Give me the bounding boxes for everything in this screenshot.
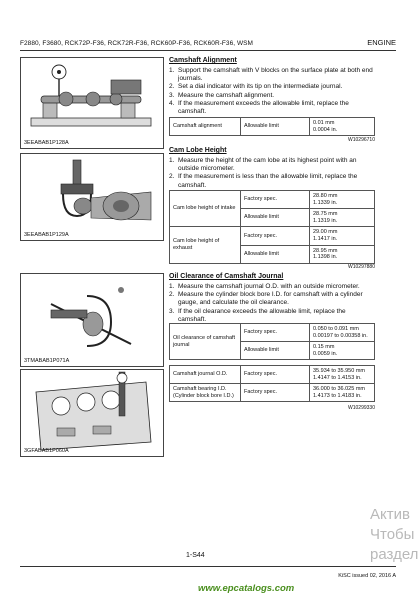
spec-label: Allowable limit <box>241 118 310 136</box>
reference-code: W10296710 <box>348 137 375 143</box>
step-item: 1. Support the camshaft with V blocks on the surface plate at both end journals. <box>169 67 373 83</box>
step-item: 3. If the oil clearance exceeds the allowable limit, replace the camshaft. <box>169 307 346 323</box>
reference-code: W10297880 <box>348 264 375 270</box>
camshaft-alignment-table <box>169 117 375 136</box>
step-item: 4. If the measurement exceeds the allowable limit, replace the camshaft. <box>169 99 349 116</box>
spec-label: Allowable limit <box>241 245 310 263</box>
figure-cam-lobe <box>20 153 164 241</box>
camshaft-alignment-section <box>169 56 375 116</box>
spec-item: Camshaft bearing I.D. (Cylinder block bore I.D.) <box>170 384 241 402</box>
spec-label: Factory spec. <box>241 366 310 384</box>
cylinder-block-gauge-illustration <box>21 370 163 456</box>
step-item: 2. If the measurement is less than the allowable limit, replace the camshaft. <box>169 173 358 189</box>
spec-value: 35.934 to 35.950 mm 1.4147 to 1.4153 in. <box>310 366 375 384</box>
journal-bearing-table <box>169 365 375 402</box>
spec-label: Factory spec. <box>241 324 310 342</box>
site-link[interactable]: www.epcatalogs.com <box>198 583 295 594</box>
spec-item: Camshaft journal O.D. <box>170 366 241 384</box>
step-item: 2. Set a dial indicator with its tip on the intermediate journal. <box>169 83 343 91</box>
section-heading: Cam Lobe Height <box>169 147 227 154</box>
figure-journal <box>20 273 164 367</box>
spec-label: Factory spec. <box>241 191 310 209</box>
cam-lobe-micrometer-illustration <box>21 154 163 240</box>
figure-camshaft-alignment <box>20 57 164 149</box>
oil-clearance-table <box>169 323 375 360</box>
spec-value: 36.000 to 36.025 mm 1.4173 to 1.4183 in. <box>310 384 375 402</box>
model-list: F2880, F3680, RCK72P-F36, RCK72R-F36, RCK60P-F36, RCK60R-F36, WSM <box>20 40 253 47</box>
spec-item: Camshaft alignment <box>170 118 241 136</box>
spec-value: 28.80 mm 1.1339 in. <box>310 191 375 209</box>
issue-note: KiSC issued 02, 2016 A <box>338 573 396 579</box>
spec-label: Factory spec. <box>241 384 310 402</box>
figure-code: 3GFABAB1P060A <box>24 448 69 454</box>
spec-item: Cam lobe height of intake <box>170 191 241 227</box>
page-number: 1-S44 <box>186 552 205 559</box>
spec-value: 0.15 mm 0.0059 in. <box>310 342 375 360</box>
spec-value: 0.01 mm 0.0004 in. <box>310 118 375 136</box>
reference-code: W10299330 <box>348 405 375 411</box>
spec-value: 0.050 to 0.091 mm 0.00197 to 0.00358 in. <box>310 324 375 342</box>
journal-micrometer-illustration <box>21 274 163 366</box>
camshaft-alignment-illustration <box>21 58 163 148</box>
spec-item: Oil clearance of camshaft journal <box>170 324 241 360</box>
spec-label: Allowable limit <box>241 209 310 227</box>
spec-label: Allowable limit <box>241 342 310 360</box>
spec-value: 28.95 mm 1.1398 in. <box>310 245 375 263</box>
section-heading: Camshaft Alignment <box>169 57 237 64</box>
step-item: 2. Measure the cylinder block bore I.D. for camshaft with a cylinder gauge, and calculate the oil clearance. <box>169 291 363 307</box>
activation-watermark: Актив Чтобы раздел <box>370 506 418 563</box>
cam-lobe-section <box>169 146 375 190</box>
step-item: 3. Measure the camshaft alignment. <box>169 91 275 99</box>
footer-rule <box>20 566 396 567</box>
spec-item: Cam lobe height of exhaust <box>170 227 241 263</box>
spec-label: Factory spec. <box>241 227 310 245</box>
header-rule <box>20 50 396 51</box>
spec-value: 28.75 mm 1.1319 in. <box>310 209 375 227</box>
cam-lobe-table <box>169 190 375 264</box>
figure-code: 3TMABAB1P071A <box>24 358 70 364</box>
step-item: 1. Measure the height of the cam lobe at its highest point with an outside micrometer. <box>169 157 357 173</box>
step-item: 1. Measure the camshaft journal O.D. with an outside micrometer. <box>169 283 360 290</box>
figure-code: 3EEABAB1P128A <box>24 140 69 146</box>
spec-value: 29.00 mm 1.1417 in. <box>310 227 375 245</box>
section-heading: Oil Clearance of Camshaft Journal <box>169 273 284 280</box>
oil-clearance-section <box>169 272 375 324</box>
figure-code: 3EEABAB1P129A <box>24 232 69 238</box>
figure-cylinder-block <box>20 369 164 457</box>
section-title: ENGINE <box>367 38 396 47</box>
